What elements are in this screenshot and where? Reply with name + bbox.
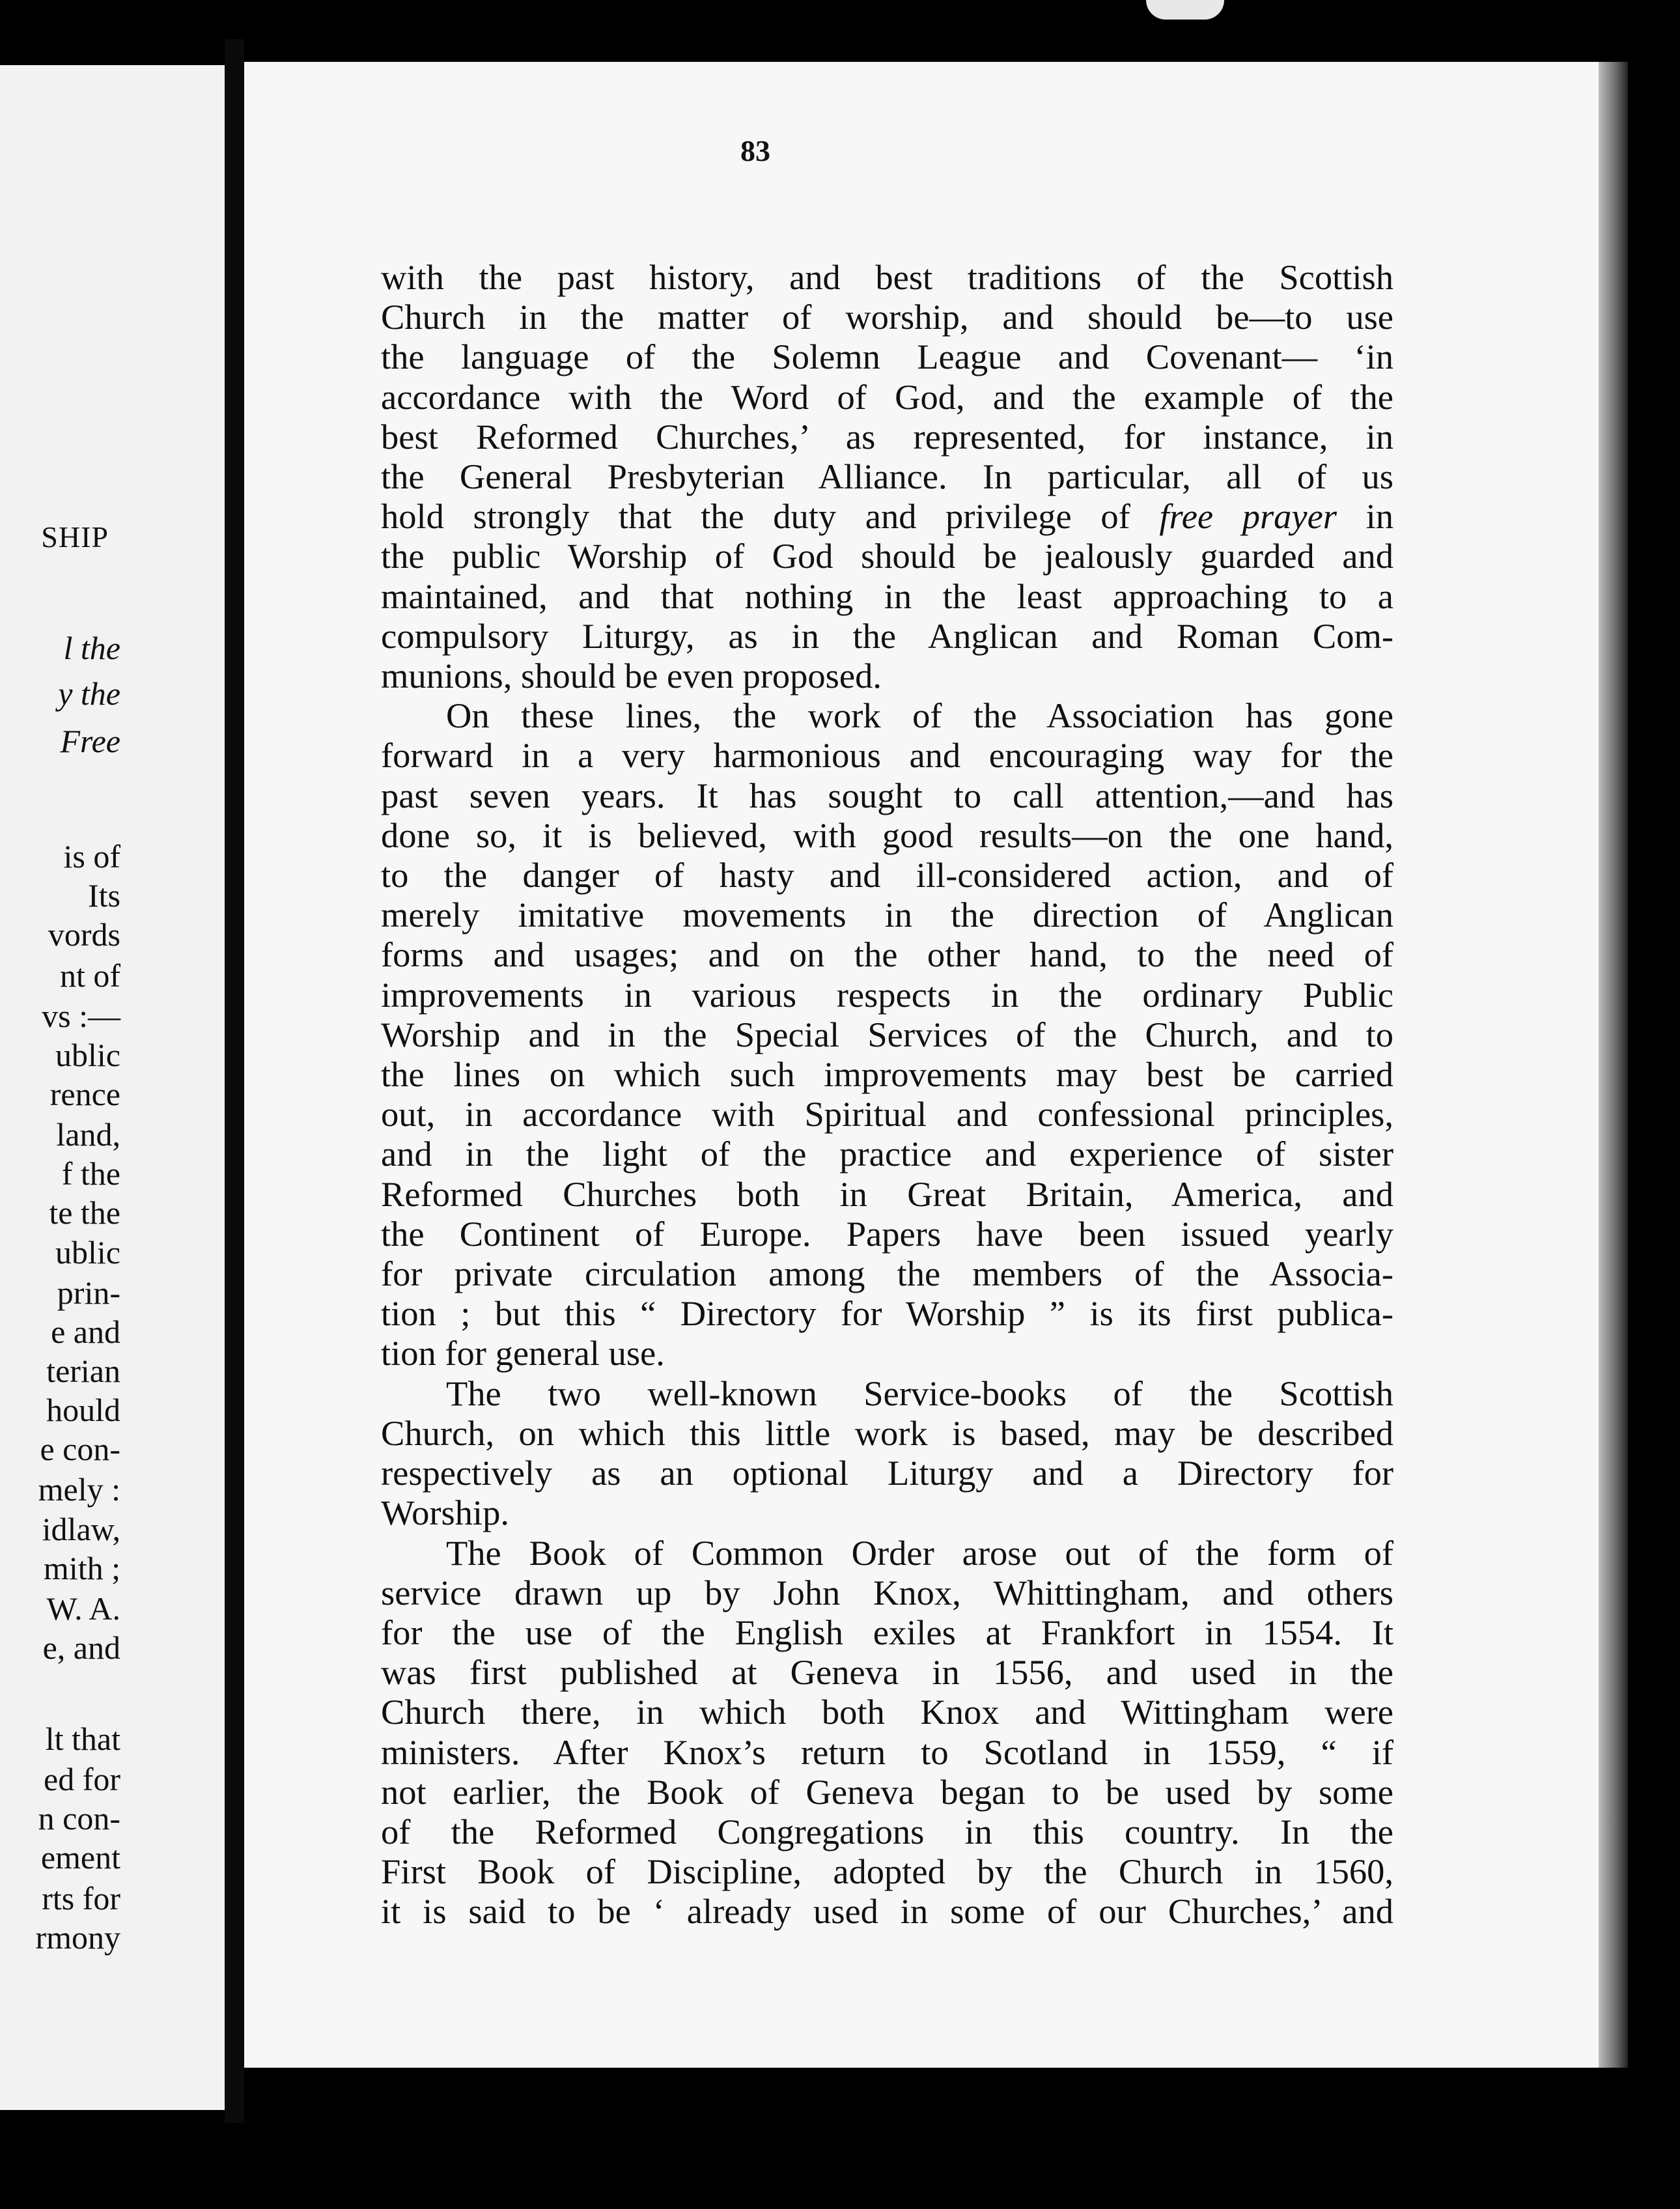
left-page-fragment: is of <box>63 838 120 875</box>
left-page-fragment: l the <box>63 630 120 666</box>
text-line <box>381 496 1393 536</box>
text-line: past seven years. It has sought to call attention,—and has <box>381 775 1393 815</box>
left-page-fragment: Free <box>60 723 120 759</box>
text-line: the Continent of Europe. Papers have been issued yearly <box>381 1213 1393 1254</box>
text-line: ministers. After Knox’s return to Scotland in 1559, “ if <box>381 1732 1393 1772</box>
text-line: the public Worship of God should be jealously guarded and <box>381 536 1393 576</box>
left-page-fragment: rmony <box>35 1919 120 1956</box>
left-page-fragment: mith ; <box>43 1550 120 1586</box>
text-line: was first published at Geneva in 1556, and used in the <box>381 1652 1393 1693</box>
left-page-fragment: rence <box>49 1076 120 1112</box>
left-page-fragment: ed for <box>44 1761 120 1797</box>
text-line: The two well-known Service-books of the Scottish <box>446 1373 1393 1413</box>
text-line: tion for general use. <box>381 1333 665 1373</box>
text-line: forms and usages; and on the other hand, to the need of <box>381 935 1393 975</box>
text-line: the lines on which such improvements may best be carried <box>381 1054 1393 1095</box>
text-line: munions, should be even proposed. <box>381 656 882 696</box>
text-line: On these lines, the work of the Association has gone <box>446 696 1393 736</box>
left-page-fragment: y the <box>58 675 120 712</box>
left-page-fragment: mely : <box>38 1471 120 1508</box>
text-line: done so, it is believed, with good results—on the one hand, <box>381 815 1393 855</box>
left-page-fragment: ublic <box>55 1037 120 1073</box>
left-page-fragment: prin- <box>57 1274 120 1311</box>
left-page <box>0 65 225 2110</box>
text-line: Worship. <box>381 1493 509 1533</box>
left-page-heading-fragment: SHIP <box>41 520 109 554</box>
text-line: tion ; but this “ Directory for Worship ” is its first publica- <box>381 1293 1393 1334</box>
left-page-fragment: rts for <box>42 1880 120 1917</box>
body-text <box>381 257 1393 1932</box>
text-line: improvements in various respects in the ordinary Public <box>381 974 1393 1015</box>
page-corner-mark <box>1146 0 1224 20</box>
text-line: of the Reformed Congregations in this country. In the <box>381 1811 1393 1851</box>
text-line: it is said to be ‘ already used in some of our Churches,’ and <box>381 1891 1393 1932</box>
text-line: to the danger of hasty and ill-considered action, and of <box>381 855 1393 895</box>
left-page-fragment: f the <box>61 1155 120 1192</box>
text-line: First Book of Discipline, adopted by the Church in 1560, <box>381 1851 1393 1892</box>
text-line: maintained, and that nothing in the least approaching to a <box>381 576 1393 616</box>
text-line: Worship and in the Special Services of the Church, and to <box>381 1014 1393 1054</box>
text-line: not earlier, the Book of Geneva began to be used by some <box>381 1771 1393 1812</box>
text-segment: in <box>1337 496 1393 537</box>
text-line: for the use of the English exiles at Frankfort in 1554. It <box>381 1612 1393 1652</box>
text-line: Church there, in which both Knox and Wittingham were <box>381 1692 1393 1732</box>
page-edge <box>1599 62 1628 2068</box>
left-page-fragment: ement <box>40 1839 120 1876</box>
left-page-fragment: idlaw, <box>42 1511 120 1547</box>
left-page-fragment: W. A. <box>46 1590 120 1627</box>
text-line: service drawn up by John Knox, Whittingham, and others <box>381 1572 1393 1612</box>
left-page-fragment: e and <box>51 1314 120 1350</box>
text-line: merely imitative movements in the direction of Anglican <box>381 895 1393 935</box>
text-line: and in the light of the practice and experience of sister <box>381 1134 1393 1174</box>
page-number: 83 <box>740 134 770 167</box>
left-page-fragment: Its <box>88 877 120 914</box>
left-page-fragment: nt of <box>59 957 120 994</box>
text-line: the language of the Solemn League and Covenant— ‘in <box>381 337 1393 377</box>
text-line: forward in a very harmonious and encouraging way for the <box>381 735 1393 776</box>
left-page-fragment: ublic <box>55 1234 120 1271</box>
left-page-fragment: land, <box>56 1116 120 1153</box>
text-line: the General Presbyterian Alliance. In particular, all of us <box>381 457 1393 497</box>
book-spine <box>225 39 244 2123</box>
text-line: The Book of Common Order arose out of the form of <box>446 1532 1393 1573</box>
left-page-fragment: hould <box>46 1392 120 1428</box>
left-page-fragment: lt that <box>45 1721 120 1757</box>
left-page-fragment: vords <box>48 916 120 953</box>
text-line: Reformed Churches both in Great Britain, America, and <box>381 1174 1393 1214</box>
text-line: accordance with the Word of God, and the example of the <box>381 376 1393 417</box>
text-line: respectively as an optional Liturgy and a Directory for <box>381 1453 1393 1493</box>
left-page-fragment: e con- <box>40 1431 120 1467</box>
text-line: for private circulation among the members of the Associa- <box>381 1254 1393 1294</box>
text-line: Church in the matter of worship, and should be—to use <box>381 297 1393 337</box>
text-line: compulsory Liturgy, as in the Anglican and Roman Com- <box>381 615 1393 656</box>
text-segment: hold strongly that the duty and privilege of <box>381 496 1160 537</box>
left-page-fragment: vs :— <box>42 998 120 1034</box>
left-page-fragment: n con- <box>38 1800 120 1836</box>
italic-phrase: free prayer <box>1159 496 1337 537</box>
text-line: with the past history, and best traditions of the Scottish <box>381 257 1393 297</box>
text-line: out, in accordance with Spiritual and confessional principles, <box>381 1094 1393 1134</box>
text-line: best Reformed Churches,’ as represented, for instance, in <box>381 416 1393 457</box>
left-page-fragment: e, and <box>42 1629 120 1666</box>
left-page-fragment: te the <box>49 1194 120 1231</box>
text-line: Church, on which this little work is based, may be described <box>381 1413 1393 1453</box>
left-page-fragment: terian <box>46 1353 120 1389</box>
